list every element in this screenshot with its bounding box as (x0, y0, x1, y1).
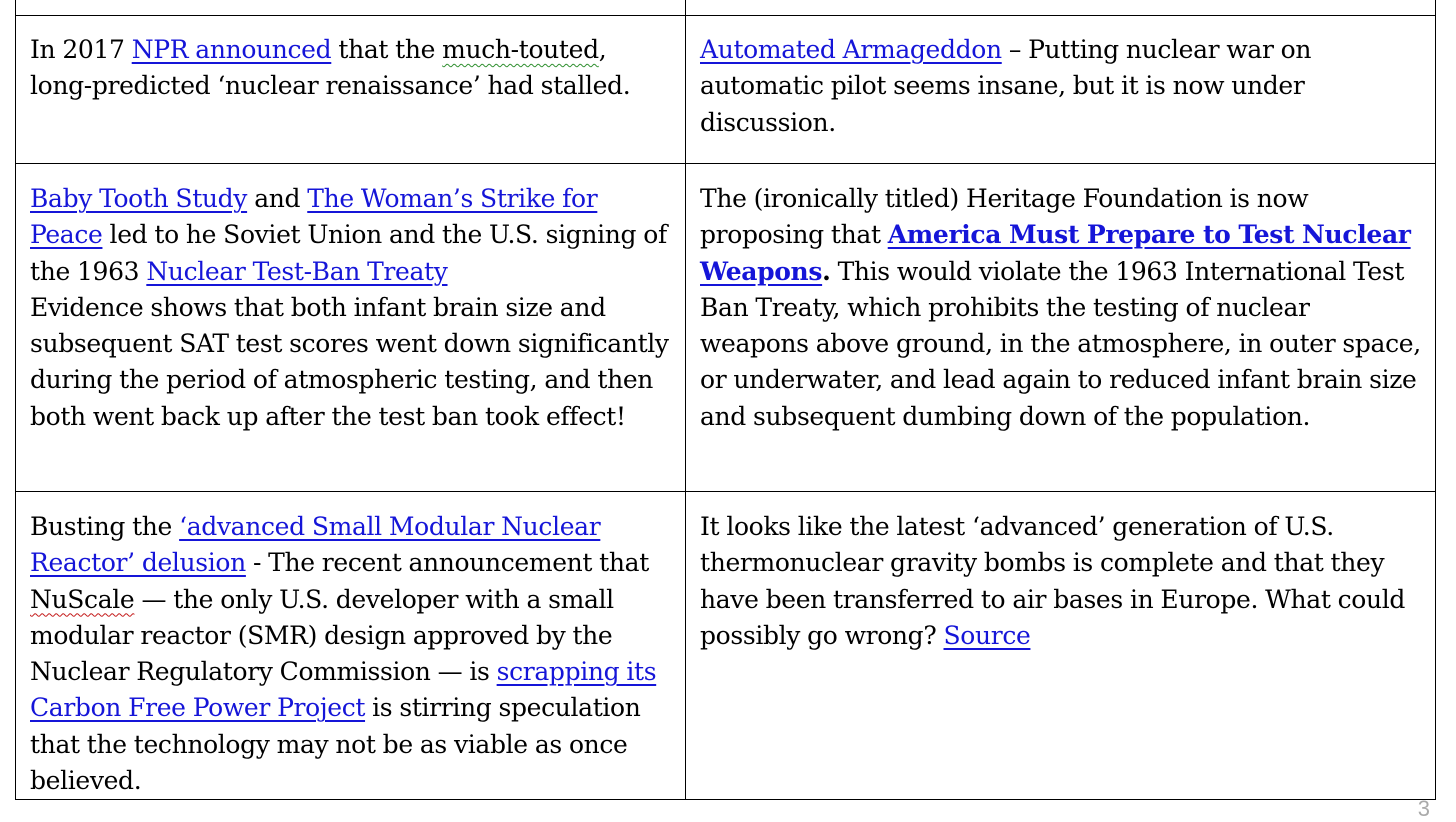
text-run: led to he Soviet Union and the U.S. signing of the 1963 (30, 220, 667, 286)
womans-strike-for-peace-link[interactable]: The Woman’s Strike for Peace (30, 184, 598, 250)
table-row (16, 492, 1436, 800)
table-cell-gravity-bombs (686, 492, 1436, 800)
smr-delusion-link[interactable]: ‘advanced Small Modular Nuclear Reactor’ delusion (30, 512, 601, 578)
nuclear-test-ban-treaty-link[interactable]: Nuclear Test-Ban Treaty (146, 256, 448, 286)
spellcheck-flagged-word: NuScale (30, 584, 135, 614)
text-run: It looks like the latest ‘advanced’ generation of U.S. thermonuclear gravity bombs is complete and that they have been transferred to air bases in Europe. What could possibly go wrong? (700, 512, 1406, 650)
table-cell-top-right (686, 0, 1436, 16)
page-number: 3 (1417, 796, 1430, 821)
table-cell-npr (16, 16, 686, 164)
cell-text (700, 32, 1425, 141)
content-table (15, 0, 1436, 800)
baby-tooth-study-link[interactable]: Baby Tooth Study (30, 184, 248, 213)
evidence-paragraph: Evidence shows that both infant brain size and subsequent SAT test scores went down significantly during the period of atmospheric testing, and then both went back up after the test ban took effect! (30, 292, 669, 431)
npr-announced-link[interactable]: NPR announced (131, 35, 332, 64)
text-run: - The recent announcement that (245, 548, 649, 578)
cell-text (30, 509, 675, 799)
table-cell-smr (16, 492, 686, 800)
table-row (16, 164, 1436, 492)
text-run: and (247, 184, 308, 213)
table-cell-armageddon (686, 16, 1436, 164)
carbon-free-power-project-link[interactable]: scrapping its Carbon Free Power Project (30, 657, 657, 723)
bold-period: . (822, 256, 831, 286)
text-run: — the only U.S. developer with a small modular reactor (SMR) design approved by the Nuclear Regulatory Commission — is (30, 584, 614, 687)
text-run: In 2017 (30, 35, 132, 64)
text-run: – Putting nuclear war on automatic pilot seems insane, but it is now under discussion. (700, 35, 1312, 137)
text-run: This would violate the 1963 International Test Ban Treaty, which prohibits the testing of nuclear weapons above ground, in the atmosphere, in outer space, or underwater, and lead again to reduced infant brain size and subsequent dumbing down of the population. (700, 256, 1421, 431)
cell-text (30, 32, 675, 105)
table-row (16, 16, 1436, 164)
grammar-flagged-word: much-touted (442, 35, 599, 64)
source-link[interactable]: Source (943, 620, 1031, 650)
automated-armageddon-link[interactable]: Automated Armageddon (700, 35, 1002, 64)
text-run: is stirring speculation that the technology may not be as viable as once believed. (30, 693, 641, 796)
table-cell-heritage (686, 164, 1436, 492)
cell-text (30, 181, 675, 290)
america-must-prepare-link[interactable]: America Must Prepare to Test Nuclear Weapons (700, 220, 1411, 286)
text-run: Busting the (30, 512, 180, 541)
text-run: that the (331, 35, 443, 64)
table-cell-top-left (16, 0, 686, 16)
cell-text (700, 509, 1425, 654)
text-run: The (ironically titled) Heritage Foundation is now proposing that (700, 184, 1309, 250)
text-run: , long-predicted ‘nuclear renaissance’ had stalled. (30, 35, 631, 101)
table-row-partial (16, 0, 1436, 16)
cell-text (700, 181, 1425, 435)
table-cell-baby-tooth (16, 164, 686, 492)
